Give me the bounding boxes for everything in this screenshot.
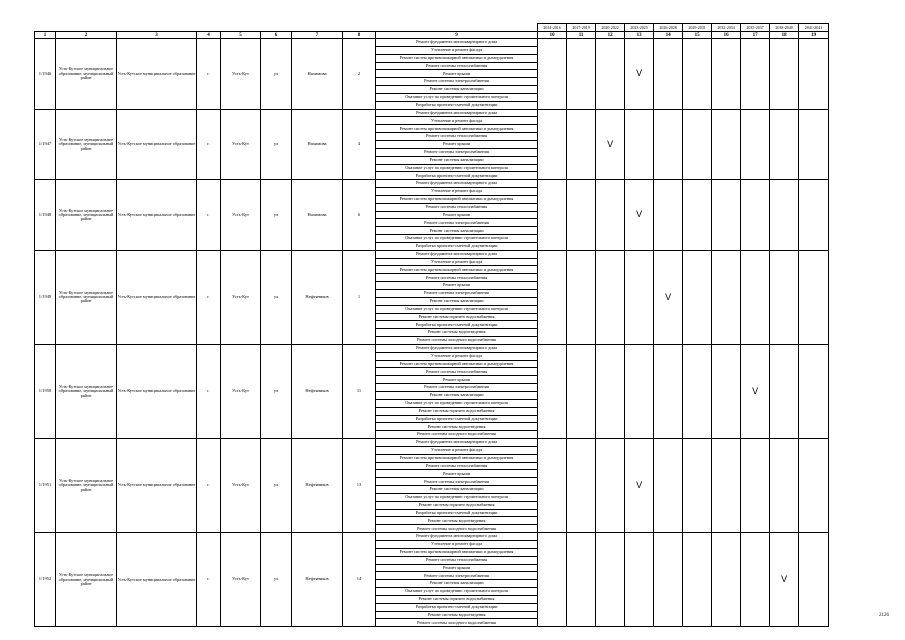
column-number-cell: 17 xyxy=(741,32,770,39)
work-type-cell: Ремонт системы теплоснабжения xyxy=(376,62,538,70)
work-type-cell: Ремонт системы теплоснабжения xyxy=(376,203,538,211)
work-type-cell: Ремонт системы горячего водоснабжения xyxy=(376,595,538,603)
column-number-cell: 16 xyxy=(712,32,741,39)
municipality-cell: Усть-Кутское муниципальное образование, муниципальный район xyxy=(56,109,117,180)
settlement-type-cell: г. xyxy=(197,250,221,344)
column-number-cell: 15 xyxy=(683,32,712,39)
period-cell xyxy=(741,439,770,533)
street-type-cell: ул xyxy=(261,39,292,110)
work-type-cell: Ремонт системы электроснабжения xyxy=(376,572,538,580)
table-body xyxy=(35,24,829,627)
work-type-cell: Ремонт систем противопожарной автоматики и дымоудаления xyxy=(376,454,538,462)
work-type-cell: Разработка проектно-сметной документации xyxy=(376,321,538,329)
period-cell xyxy=(567,180,596,251)
column-number-row xyxy=(35,32,829,39)
work-type-cell: Разработка проектно-сметной документации xyxy=(376,603,538,611)
period-cell xyxy=(596,39,625,110)
period-cell xyxy=(770,109,799,180)
city-cell: Усть-Кут xyxy=(221,533,261,627)
period-cell xyxy=(683,250,712,344)
period-cell xyxy=(625,344,654,438)
register-sheet xyxy=(34,23,829,627)
work-type-cell: Ремонт фундамента многоквартирного дома xyxy=(376,180,538,188)
period-cell xyxy=(799,439,829,533)
period-cell xyxy=(712,39,741,110)
street-cell: Нахимова xyxy=(292,180,343,251)
period-cell xyxy=(799,39,829,110)
work-type-cell: Ремонт крыши xyxy=(376,140,538,148)
settlement-type-cell: г. xyxy=(197,533,221,627)
year-header-spacer xyxy=(35,24,538,32)
year-period-cell: 2038-2040 xyxy=(770,24,799,32)
period-check-mark: V xyxy=(654,250,683,344)
city-cell: Усть-Кут xyxy=(221,250,261,344)
period-cell xyxy=(567,344,596,438)
period-cell xyxy=(741,39,770,110)
settlement-type-cell: г. xyxy=(197,439,221,533)
work-type-cell: Ремонт крыши xyxy=(376,564,538,572)
work-type-cell: Ремонт системы водоотведения xyxy=(376,611,538,619)
work-type-cell: Ремонт крыши xyxy=(376,470,538,478)
work-type-cell: Ремонт системы канализации xyxy=(376,486,538,494)
period-cell xyxy=(654,39,683,110)
column-number-cell: 4 xyxy=(197,32,221,39)
work-type-cell: Ремонт системы водоотведения xyxy=(376,423,538,431)
record-row xyxy=(35,109,829,117)
house-number-cell: 2 xyxy=(343,39,376,110)
column-number-cell: 2 xyxy=(56,32,117,39)
column-number-cell: 1 xyxy=(35,32,56,39)
work-type-cell: Оказание услуг по проведению строительного контроля xyxy=(376,164,538,172)
house-number-cell: 14 xyxy=(343,533,376,627)
column-number-cell: 13 xyxy=(625,32,654,39)
work-type-cell: Ремонт фундамента многоквартирного дома xyxy=(376,533,538,541)
work-type-cell: Ремонт фундамента многоквартирного дома xyxy=(376,39,538,47)
work-type-cell: Утепление и ремонт фасада xyxy=(376,46,538,54)
work-type-cell: Разработка проектно-сметной документации xyxy=(376,509,538,517)
municipality-cell: Усть-Кутское муниципальное образование, муниципальный район xyxy=(56,439,117,533)
period-cell xyxy=(770,344,799,438)
work-type-cell: Ремонт системы водоотведения xyxy=(376,329,538,337)
period-cell xyxy=(538,250,567,344)
work-type-cell: Утепление и ремонт фасада xyxy=(376,117,538,125)
record-id: 1/1951 xyxy=(35,439,56,533)
work-type-cell: Ремонт фундамента многоквартирного дома xyxy=(376,109,538,117)
period-check-mark: V xyxy=(625,39,654,110)
municipality-cell: Усть-Кутское муниципальное образование, муниципальный район xyxy=(56,180,117,251)
year-period-cell: 2032-2034 xyxy=(712,24,741,32)
work-type-cell: Ремонт системы холодного водоснабжения xyxy=(376,619,538,627)
work-type-cell: Оказание услуг по проведению строительного контроля xyxy=(376,588,538,596)
column-number-cell: 10 xyxy=(538,32,567,39)
street-type-cell: ул xyxy=(261,533,292,627)
work-type-cell: Ремонт систем противопожарной автоматики и дымоудаления xyxy=(376,360,538,368)
work-type-cell: Утепление и ремонт фасада xyxy=(376,352,538,360)
period-cell xyxy=(770,250,799,344)
period-cell xyxy=(741,250,770,344)
work-type-cell: Ремонт систем противопожарной автоматики и дымоудаления xyxy=(376,548,538,556)
work-type-cell: Ремонт крыши xyxy=(376,70,538,78)
period-cell xyxy=(654,180,683,251)
period-cell xyxy=(596,250,625,344)
work-type-cell: Разработка проектно-сметной документации xyxy=(376,242,538,250)
city-cell: Усть-Кут xyxy=(221,39,261,110)
period-cell xyxy=(567,533,596,627)
city-cell: Усть-Кут xyxy=(221,344,261,438)
work-type-cell: Ремонт системы теплоснабжения xyxy=(376,133,538,141)
period-cell xyxy=(683,344,712,438)
street-cell: Нефтяников xyxy=(292,533,343,627)
period-cell xyxy=(625,109,654,180)
work-type-cell: Разработка проектно-сметной документации xyxy=(376,415,538,423)
street-type-cell: ул xyxy=(261,180,292,251)
column-number-cell: 14 xyxy=(654,32,683,39)
street-cell: Нахимова xyxy=(292,109,343,180)
settlement-cell: Усть-Кутское муниципальное образование xyxy=(117,250,197,344)
work-type-cell: Ремонт системы холодного водоснабжения xyxy=(376,525,538,533)
work-type-cell: Ремонт системы теплоснабжения xyxy=(376,274,538,282)
house-number-cell: 1 xyxy=(343,250,376,344)
column-number-cell: 6 xyxy=(261,32,292,39)
year-period-row xyxy=(35,24,829,32)
year-period-cell: 2020-2022 xyxy=(596,24,625,32)
period-cell xyxy=(683,533,712,627)
year-period-cell: 2029-2031 xyxy=(683,24,712,32)
settlement-cell: Усть-Кутское муниципальное образование xyxy=(117,180,197,251)
period-cell xyxy=(567,439,596,533)
work-type-cell: Ремонт системы канализации xyxy=(376,227,538,235)
work-type-cell: Ремонт системы электроснабжения xyxy=(376,78,538,86)
period-cell xyxy=(654,344,683,438)
period-cell xyxy=(741,109,770,180)
period-cell xyxy=(625,533,654,627)
period-cell xyxy=(683,439,712,533)
work-type-cell: Ремонт системы электроснабжения xyxy=(376,478,538,486)
street-cell: Нефтяников xyxy=(292,250,343,344)
work-type-cell: Ремонт системы горячего водоснабжения xyxy=(376,313,538,321)
work-type-cell: Ремонт фундамента многоквартирного дома xyxy=(376,344,538,352)
work-type-cell: Ремонт фундамента многоквартирного дома xyxy=(376,250,538,258)
year-period-cell: 2035-2037 xyxy=(741,24,770,32)
page-number: 2126 xyxy=(879,613,889,618)
year-period-cell: 2014-2016 xyxy=(538,24,567,32)
work-type-cell: Ремонт системы горячего водоснабжения xyxy=(376,501,538,509)
period-cell xyxy=(712,180,741,251)
settlement-type-cell: г. xyxy=(197,344,221,438)
period-cell xyxy=(567,39,596,110)
record-id: 1/1949 xyxy=(35,250,56,344)
period-check-mark: V xyxy=(596,109,625,180)
settlement-type-cell: г. xyxy=(197,109,221,180)
column-number-cell: 19 xyxy=(799,32,829,39)
street-type-cell: ул xyxy=(261,250,292,344)
city-cell: Усть-Кут xyxy=(221,439,261,533)
municipality-cell: Усть-Кутское муниципальное образование, муниципальный район xyxy=(56,344,117,438)
work-type-cell: Ремонт системы холодного водоснабжения xyxy=(376,337,538,345)
period-cell xyxy=(683,39,712,110)
period-cell xyxy=(712,439,741,533)
period-cell xyxy=(596,533,625,627)
work-type-cell: Ремонт системы канализации xyxy=(376,297,538,305)
period-cell xyxy=(799,344,829,438)
period-check-mark: V xyxy=(625,439,654,533)
period-cell xyxy=(799,250,829,344)
period-cell xyxy=(596,439,625,533)
work-type-cell: Ремонт системы канализации xyxy=(376,391,538,399)
column-number-cell: 7 xyxy=(292,32,343,39)
column-number-cell: 8 xyxy=(343,32,376,39)
period-cell xyxy=(741,180,770,251)
settlement-type-cell: г. xyxy=(197,39,221,110)
work-type-cell: Ремонт системы канализации xyxy=(376,86,538,94)
municipality-cell: Усть-Кутское муниципальное образование, муниципальный район xyxy=(56,39,117,110)
municipality-cell: Усть-Кутское муниципальное образование, муниципальный район xyxy=(56,250,117,344)
record-row xyxy=(35,439,829,447)
work-type-cell: Ремонт систем противопожарной автоматики и дымоудаления xyxy=(376,195,538,203)
year-period-cell: 2023-2025 xyxy=(625,24,654,32)
period-check-mark: V xyxy=(741,344,770,438)
work-type-cell: Ремонт системы холодного водоснабжения xyxy=(376,431,538,439)
period-cell xyxy=(538,439,567,533)
period-cell xyxy=(596,344,625,438)
work-type-cell: Ремонт системы горячего водоснабжения xyxy=(376,407,538,415)
column-number-cell: 5 xyxy=(221,32,261,39)
period-cell xyxy=(770,39,799,110)
work-type-cell: Ремонт системы теплоснабжения xyxy=(376,368,538,376)
street-cell: Нефтяников xyxy=(292,439,343,533)
settlement-cell: Усть-Кутское муниципальное образование xyxy=(117,344,197,438)
period-cell xyxy=(567,250,596,344)
period-cell xyxy=(799,109,829,180)
street-type-cell: ул xyxy=(261,439,292,533)
record-row xyxy=(35,250,829,258)
work-type-cell: Ремонт системы электроснабжения xyxy=(376,148,538,156)
period-cell xyxy=(625,250,654,344)
period-cell xyxy=(654,533,683,627)
record-row xyxy=(35,344,829,352)
work-type-cell: Утепление и ремонт фасада xyxy=(376,541,538,549)
record-row xyxy=(35,180,829,188)
work-type-cell: Оказание услуг по проведению строительного контроля xyxy=(376,93,538,101)
period-cell xyxy=(567,109,596,180)
period-cell xyxy=(654,439,683,533)
settlement-type-cell: г. xyxy=(197,180,221,251)
work-type-cell: Ремонт крыши xyxy=(376,376,538,384)
city-cell: Усть-Кут xyxy=(221,109,261,180)
work-type-cell: Разработка проектно-сметной документации xyxy=(376,172,538,180)
city-cell: Усть-Кут xyxy=(221,180,261,251)
period-cell xyxy=(654,109,683,180)
record-id: 1/1952 xyxy=(35,533,56,627)
work-type-cell: Ремонт системы канализации xyxy=(376,156,538,164)
work-type-cell: Ремонт системы электроснабжения xyxy=(376,384,538,392)
period-cell xyxy=(596,180,625,251)
period-cell xyxy=(712,109,741,180)
period-cell xyxy=(712,533,741,627)
work-type-cell: Разработка проектно-сметной документации xyxy=(376,101,538,109)
column-number-cell: 3 xyxy=(117,32,197,39)
year-period-cell: 2017-2019 xyxy=(567,24,596,32)
house-number-cell: 11 xyxy=(343,344,376,438)
settlement-cell: Усть-Кутское муниципальное образование xyxy=(117,533,197,627)
period-check-mark: V xyxy=(625,180,654,251)
street-type-cell: ул xyxy=(261,344,292,438)
street-cell: Нахимова xyxy=(292,39,343,110)
period-cell xyxy=(712,250,741,344)
period-cell xyxy=(712,344,741,438)
column-number-cell: 9 xyxy=(376,32,538,39)
work-type-cell: Ремонт систем противопожарной автоматики и дымоудаления xyxy=(376,54,538,62)
record-id: 1/1946 xyxy=(35,39,56,110)
record-id: 1/1950 xyxy=(35,344,56,438)
work-type-cell: Ремонт систем противопожарной автоматики и дымоудаления xyxy=(376,125,538,133)
settlement-cell: Усть-Кутское муниципальное образование xyxy=(117,109,197,180)
year-period-cell: 2041-2043 xyxy=(799,24,829,32)
settlement-cell: Усть-Кутское муниципальное образование xyxy=(117,39,197,110)
period-check-mark: V xyxy=(770,533,799,627)
work-type-cell: Ремонт систем противопожарной автоматики и дымоудаления xyxy=(376,266,538,274)
period-cell xyxy=(683,180,712,251)
house-number-cell: 4 xyxy=(343,109,376,180)
record-row xyxy=(35,533,829,541)
settlement-cell: Усть-Кутское муниципальное образование xyxy=(117,439,197,533)
work-type-cell: Ремонт крыши xyxy=(376,282,538,290)
capital-repair-table xyxy=(34,23,829,627)
street-cell: Нефтяников xyxy=(292,344,343,438)
period-cell xyxy=(799,533,829,627)
column-number-cell: 11 xyxy=(567,32,596,39)
work-type-cell: Ремонт фундамента многоквартирного дома xyxy=(376,439,538,447)
work-type-cell: Утепление и ремонт фасада xyxy=(376,258,538,266)
period-cell xyxy=(538,39,567,110)
period-cell xyxy=(538,344,567,438)
record-id: 1/1947 xyxy=(35,109,56,180)
period-cell xyxy=(683,109,712,180)
street-type-cell: ул xyxy=(261,109,292,180)
work-type-cell: Ремонт системы электроснабжения xyxy=(376,219,538,227)
record-row xyxy=(35,39,829,47)
work-type-cell: Оказание услуг по проведению строительного контроля xyxy=(376,305,538,313)
municipality-cell: Усть-Кутское муниципальное образование, муниципальный район xyxy=(56,533,117,627)
column-number-cell: 18 xyxy=(770,32,799,39)
period-cell xyxy=(538,109,567,180)
work-type-cell: Ремонт крыши xyxy=(376,211,538,219)
period-cell xyxy=(770,180,799,251)
work-type-cell: Оказание услуг по проведению строительного контроля xyxy=(376,399,538,407)
year-period-cell: 2026-2028 xyxy=(654,24,683,32)
work-type-cell: Ремонт системы водоотведения xyxy=(376,517,538,525)
work-type-cell: Ремонт системы теплоснабжения xyxy=(376,556,538,564)
work-type-cell: Ремонт системы электроснабжения xyxy=(376,290,538,298)
work-type-cell: Оказание услуг по проведению строительного контроля xyxy=(376,493,538,501)
period-cell xyxy=(770,439,799,533)
work-type-cell: Ремонт системы канализации xyxy=(376,580,538,588)
work-type-cell: Оказание услуг по проведению строительного контроля xyxy=(376,235,538,243)
period-cell xyxy=(538,180,567,251)
record-id: 1/1948 xyxy=(35,180,56,251)
column-number-cell: 12 xyxy=(596,32,625,39)
period-cell xyxy=(538,533,567,627)
house-number-cell: 6 xyxy=(343,180,376,251)
work-type-cell: Утепление и ремонт фасада xyxy=(376,446,538,454)
period-cell xyxy=(741,533,770,627)
period-cell xyxy=(799,180,829,251)
work-type-cell: Утепление и ремонт фасада xyxy=(376,188,538,196)
house-number-cell: 13 xyxy=(343,439,376,533)
work-type-cell: Ремонт системы теплоснабжения xyxy=(376,462,538,470)
